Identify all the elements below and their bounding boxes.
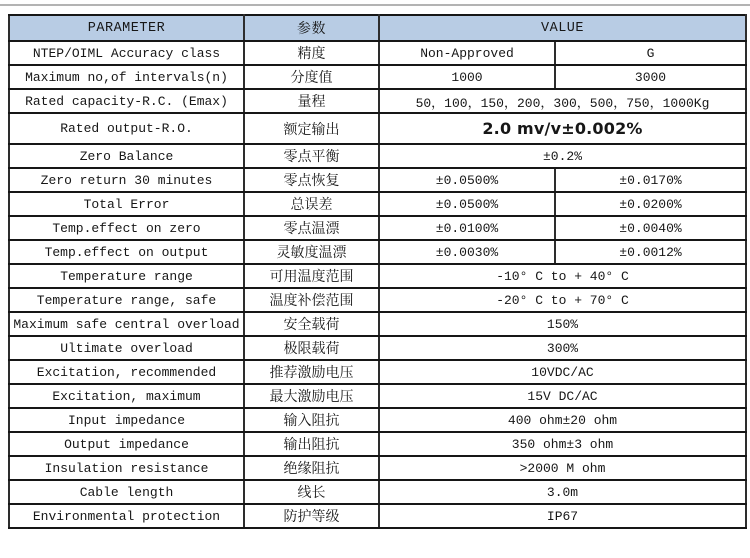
value-cell: -10° C to + 40° C — [379, 264, 746, 288]
value-cell: 10VDC/AC — [379, 360, 746, 384]
cn-param-cell: 线长 — [244, 480, 379, 504]
value-cell: ±0.0100% — [379, 216, 555, 240]
value-cell: 1000 — [379, 65, 555, 89]
header-parameter: PARAMETER — [9, 15, 244, 41]
spec-row — [9, 65, 746, 89]
spec-row — [9, 480, 746, 504]
spec-row — [9, 168, 746, 192]
cn-param-cell: 极限载荷 — [244, 336, 379, 360]
value-cell: ±0.0030% — [379, 240, 555, 264]
param-cell: Temperature range, safe — [9, 288, 244, 312]
cn-param-cell: 输入阻抗 — [244, 408, 379, 432]
value-cell: G — [555, 41, 746, 65]
spec-row — [9, 432, 746, 456]
value-cell: 350 ohm±3 ohm — [379, 432, 746, 456]
param-cell: Rated output-R.O. — [9, 113, 244, 144]
spec-row — [9, 336, 746, 360]
value-cell: 2.0 mv/v±0.002% — [379, 113, 746, 144]
spec-row — [9, 312, 746, 336]
param-cell: Maximum no,of intervals(n) — [9, 65, 244, 89]
param-cell: Zero Balance — [9, 144, 244, 168]
param-cell: Maximum safe central overload — [9, 312, 244, 336]
value-cell: ±0.0040% — [555, 216, 746, 240]
spec-row — [9, 408, 746, 432]
spec-row — [9, 113, 746, 144]
cn-param-cell: 灵敏度温漂 — [244, 240, 379, 264]
param-cell: Zero return 30 minutes — [9, 168, 244, 192]
param-cell: Temperature range — [9, 264, 244, 288]
cn-param-cell: 安全载荷 — [244, 312, 379, 336]
cn-param-cell: 最大激励电压 — [244, 384, 379, 408]
cn-param-cell: 零点温漂 — [244, 216, 379, 240]
param-cell: Total Error — [9, 192, 244, 216]
spec-row — [9, 240, 746, 264]
spec-row — [9, 41, 746, 65]
cn-param-cell: 额定输出 — [244, 113, 379, 144]
param-cell: NTEP/OIML Accuracy class — [9, 41, 244, 65]
cn-param-cell: 总误差 — [244, 192, 379, 216]
specification-table — [8, 14, 747, 529]
cn-param-cell: 输出阻抗 — [244, 432, 379, 456]
cn-param-cell: 可用温度范围 — [244, 264, 379, 288]
spec-row — [9, 89, 746, 113]
spec-row — [9, 144, 746, 168]
spec-row — [9, 384, 746, 408]
page-top-rule — [0, 4, 750, 6]
cn-param-cell: 精度 — [244, 41, 379, 65]
header-cn: 参数 — [244, 15, 379, 41]
value-cell: ±0.0500% — [379, 192, 555, 216]
spec-row — [9, 456, 746, 480]
value-cell: ±0.0500% — [379, 168, 555, 192]
param-cell: Temp.effect on output — [9, 240, 244, 264]
param-cell: Excitation, recommended — [9, 360, 244, 384]
value-cell: Non-Approved — [379, 41, 555, 65]
cn-param-cell: 推荐激励电压 — [244, 360, 379, 384]
value-cell: 300% — [379, 336, 746, 360]
cn-param-cell: 零点平衡 — [244, 144, 379, 168]
header-row — [9, 15, 746, 41]
value-cell: 150% — [379, 312, 746, 336]
spec-row — [9, 360, 746, 384]
value-cell: 50，100，150，200，300，500，750，1000Kg — [379, 89, 746, 113]
param-cell: Cable length — [9, 480, 244, 504]
cn-param-cell: 防护等级 — [244, 504, 379, 528]
cn-param-cell: 绝缘阻抗 — [244, 456, 379, 480]
spec-row — [9, 216, 746, 240]
value-cell: 15V DC/AC — [379, 384, 746, 408]
spec-row — [9, 192, 746, 216]
value-cell: ±0.2% — [379, 144, 746, 168]
value-cell: 3000 — [555, 65, 746, 89]
param-cell: Temp.effect on zero — [9, 216, 244, 240]
table-body — [9, 41, 746, 528]
value-cell: >2000 M ohm — [379, 456, 746, 480]
value-cell: IP67 — [379, 504, 746, 528]
spec-row — [9, 288, 746, 312]
cn-param-cell: 分度值 — [244, 65, 379, 89]
value-cell: ±0.0012% — [555, 240, 746, 264]
value-cell: ±0.0200% — [555, 192, 746, 216]
param-cell: Insulation resistance — [9, 456, 244, 480]
value-cell: -20° C to + 70° C — [379, 288, 746, 312]
value-cell: ±0.0170% — [555, 168, 746, 192]
cn-param-cell: 零点恢复 — [244, 168, 379, 192]
param-cell: Rated capacity-R.C. (Emax) — [9, 89, 244, 113]
param-cell: Output impedance — [9, 432, 244, 456]
header-value: VALUE — [379, 15, 746, 41]
spec-row — [9, 504, 746, 528]
value-cell: 400 ohm±20 ohm — [379, 408, 746, 432]
value-cell: 3.0m — [379, 480, 746, 504]
param-cell: Excitation, maximum — [9, 384, 244, 408]
param-cell: Ultimate overload — [9, 336, 244, 360]
spec-row — [9, 264, 746, 288]
param-cell: Environmental protection — [9, 504, 244, 528]
cn-param-cell: 量程 — [244, 89, 379, 113]
cn-param-cell: 温度补偿范围 — [244, 288, 379, 312]
param-cell: Input impedance — [9, 408, 244, 432]
